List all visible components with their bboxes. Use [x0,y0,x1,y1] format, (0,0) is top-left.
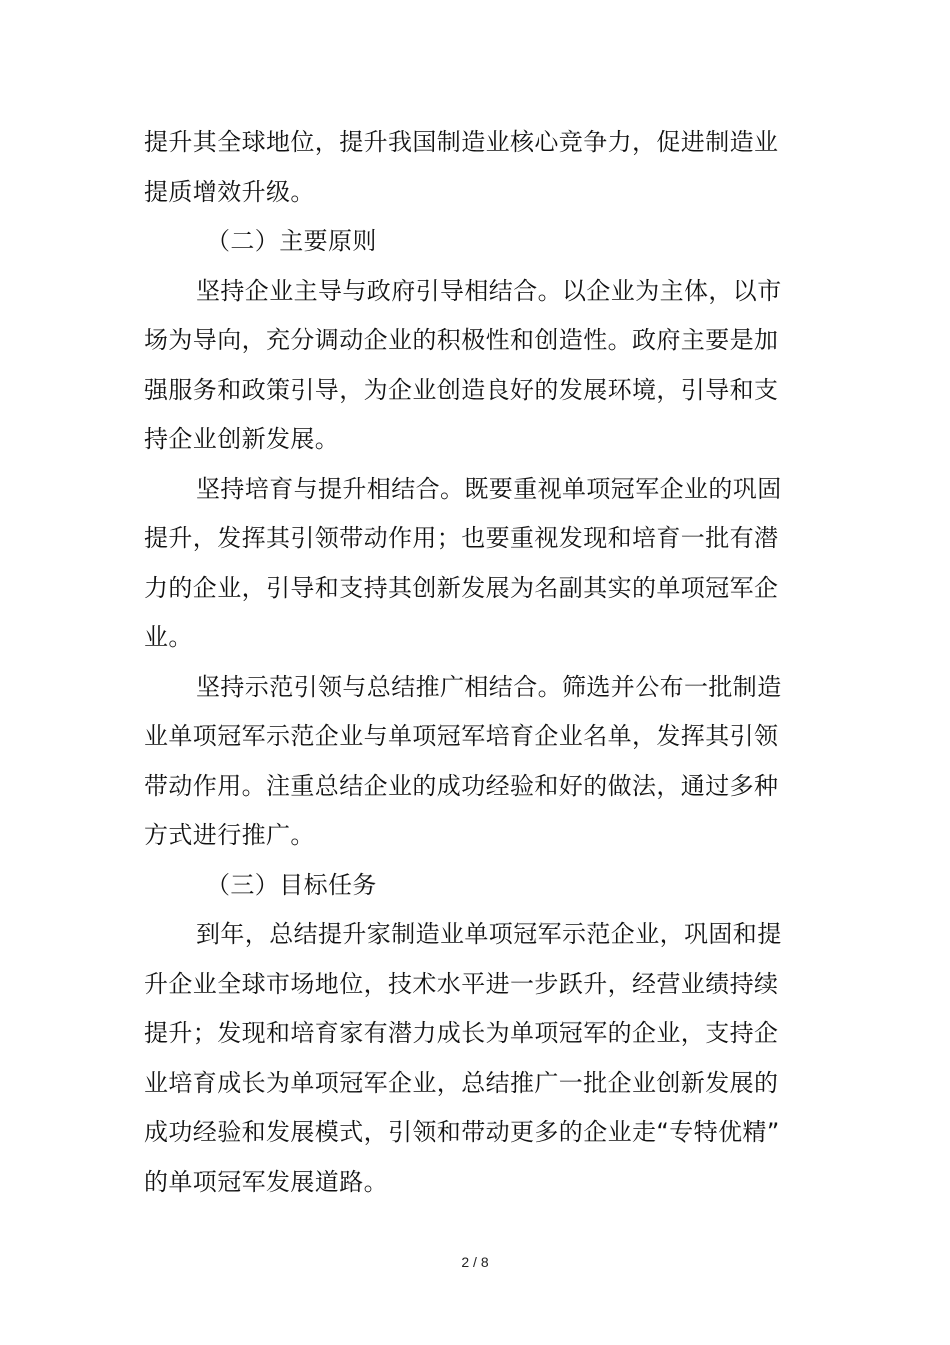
body-line: 业培育成长为单项冠军企业，总结推广一批企业创新发展的 [144,1068,779,1097]
body-line: 方式进行推广。 [144,821,315,849]
body-line: 带动作用。注重总结企业的成功经验和好的做法，通过多种 [144,771,779,800]
body-line: 的单项冠军发展道路。 [144,1167,388,1196]
section-heading: （三）目标任务 [206,870,377,899]
body-line: 到年，总结提升家制造业单项冠军示范企业，巩固和提 [196,920,782,948]
body-line: 坚持培育与提升相结合。既要重视单项冠军企业的巩固 [196,474,782,503]
body-line: 强服务和政策引导，为企业创造良好的发展环境，引导和支 [144,375,779,404]
body-line: 业。 [144,623,193,651]
body-line: 提升其全球地位，提升我国制造业核心竞争力，促进制造业 [144,128,779,156]
body-line: 持企业创新发展。 [144,425,340,453]
body-line: 力的企业，引导和支持其创新发展为名副其实的单项冠军企 [144,573,779,602]
body-line: 提质增效升级。 [144,177,315,206]
body-line: 升企业全球市场地位，技术水平进一步跃升，经营业绩持续 [144,969,779,998]
body-line: 坚持示范引领与总结推广相结合。筛选并公布一批制造 [196,672,782,701]
body-line: 业单项冠军示范企业与单项冠军培育企业名单，发挥其引领 [144,722,779,750]
document-body [144,118,782,1207]
body-line: 场为导向，充分调动企业的积极性和创造性。政府主要是加 [144,326,779,354]
page-number: 2 / 8 [461,1254,489,1270]
body-line: 提升，发挥其引领带动作用；也要重视发现和培育一批有潜 [144,524,779,552]
body-line: 提升；发现和培育家有潜力成长为单项冠军的企业，支持企 [144,1019,779,1047]
body-line: 成功经验和发展模式，引领和带动更多的企业走“专特优精” [144,1118,780,1146]
body-line: 坚持企业主导与政府引导相结合。以企业为主体，以市 [196,276,782,305]
section-heading: （二）主要原则 [206,227,377,255]
